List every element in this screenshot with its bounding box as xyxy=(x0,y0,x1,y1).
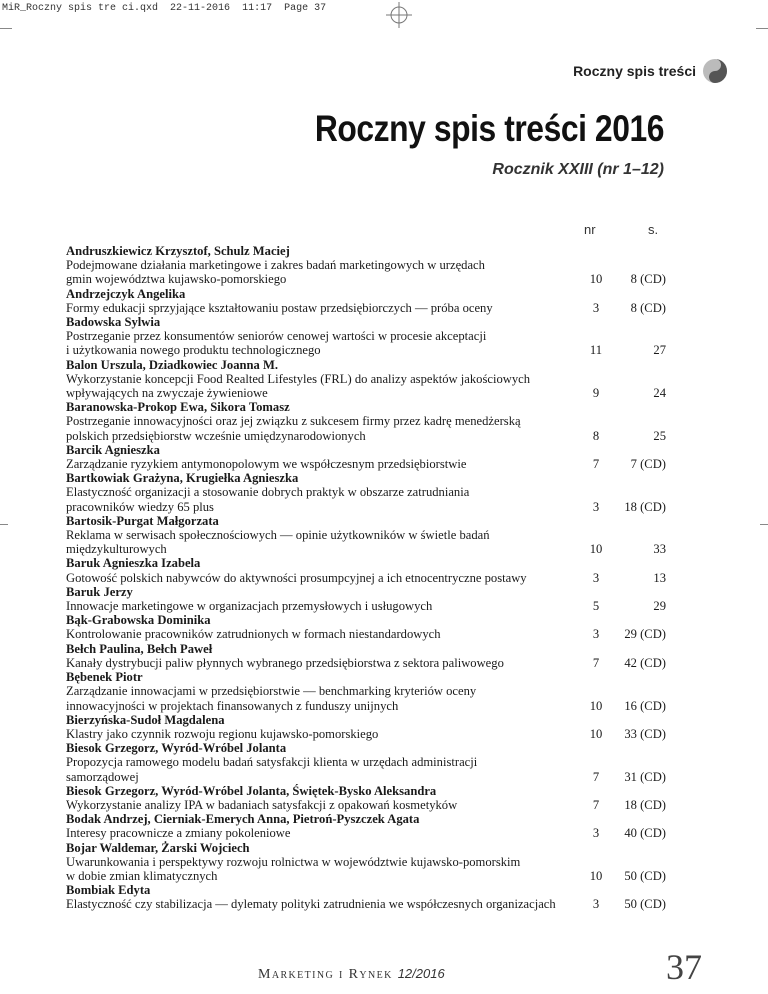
toc-article-title xyxy=(66,798,578,812)
toc-entry xyxy=(66,571,666,585)
toc-entry xyxy=(66,599,666,613)
toc-author: Bębenek Piotr xyxy=(66,670,143,685)
toc-entry xyxy=(66,727,666,741)
toc-issue-number: 3 xyxy=(592,300,600,315)
toc-author: Badowska Sylwia xyxy=(66,315,161,330)
column-header-nr: nr xyxy=(584,222,596,237)
toc-title-line: pracowników wiedzy 65 plus xyxy=(66,499,214,514)
crop-mark xyxy=(0,28,12,29)
toc-page-number: 7 (CD) xyxy=(630,457,666,472)
toc-title-line: gmin województwa kujawsko-pomorskiego xyxy=(66,272,287,287)
toc-article-title xyxy=(66,414,578,442)
toc-title-line: Kontrolowanie pracowników zatrudnionych w formach niestandardowych xyxy=(66,627,441,642)
toc-entry xyxy=(66,826,666,840)
toc-issue-number: 10 xyxy=(589,698,603,713)
toc-article-title xyxy=(66,485,578,513)
toc-article-title xyxy=(66,727,578,741)
toc-title-line: Kanały dystrybucji paliw płynnych wybranego przedsiębiorstwa z sektora paliwowego xyxy=(66,655,504,670)
toc-item xyxy=(66,315,666,358)
toc-entry xyxy=(66,855,666,883)
toc-issue-number: 3 xyxy=(592,897,600,912)
toc-entry xyxy=(66,528,666,556)
toc-title-line: Innowacje marketingowe w organizacjach przemysłowych i usługowych xyxy=(66,599,433,614)
toc-page-number: 29 xyxy=(653,599,666,614)
toc-author: Bierzyńska-Sudoł Magdalena xyxy=(66,712,225,727)
toc-author: Andrzejczyk Angelika xyxy=(66,286,186,301)
toc-entry xyxy=(66,301,666,315)
toc-issue-number: 9 xyxy=(592,386,600,401)
toc-author: Bartosik-Purgat Małgorzata xyxy=(66,513,219,528)
toc-item xyxy=(66,713,666,741)
toc-page-number: 8 (CD) xyxy=(630,272,666,287)
toc-entry xyxy=(66,627,666,641)
toc-article-title xyxy=(66,826,578,840)
toc-author: Bąk-Grabowska Dominika xyxy=(66,613,211,628)
toc-title-line: międzykulturowych xyxy=(66,542,167,557)
toc-entry xyxy=(66,372,666,400)
toc-entry xyxy=(66,258,666,286)
toc-title-line: Formy edukacji sprzyjające kształtowaniu postaw przedsiębiorczych — próba oceny xyxy=(66,300,493,315)
toc-item xyxy=(66,400,666,443)
table-of-contents xyxy=(66,244,666,912)
toc-article-title xyxy=(66,528,578,556)
crop-mark xyxy=(760,524,768,525)
toc-title-line: Elastyczność czy stabilizacja — dylematy polityki zatrudnienia we współczesnych organizacjach xyxy=(66,897,556,912)
crop-mark xyxy=(0,524,8,525)
toc-article-title xyxy=(66,627,578,641)
toc-issue-number: 7 xyxy=(592,769,600,784)
toc-page-number: 33 (CD) xyxy=(624,726,666,741)
toc-entry xyxy=(66,755,666,783)
toc-article-title xyxy=(66,571,578,585)
toc-article-title xyxy=(66,855,578,883)
toc-issue-number: 10 xyxy=(589,868,603,883)
toc-page-number: 8 (CD) xyxy=(630,300,666,315)
crop-mark xyxy=(756,28,768,29)
toc-issue-number: 10 xyxy=(589,542,603,557)
toc-title-line: samorządowej xyxy=(66,769,139,784)
toc-article-title xyxy=(66,372,578,400)
section-tag xyxy=(573,58,728,84)
yin-yang-icon xyxy=(702,58,728,84)
toc-entry xyxy=(66,457,666,471)
toc-page-number: 18 (CD) xyxy=(624,797,666,812)
slug-file: MiR_Roczny spis tre ci.qxd xyxy=(2,3,159,14)
toc-issue-number: 10 xyxy=(589,272,603,287)
toc-author: Bojar Waldemar, Żarski Wojciech xyxy=(66,840,250,855)
toc-item xyxy=(66,841,666,884)
toc-item xyxy=(66,613,666,641)
toc-author: Bodak Andrzej, Cierniak-Emerych Anna, Pietroń-Pyszczek Agata xyxy=(66,812,420,827)
toc-page-number: 18 (CD) xyxy=(624,499,666,514)
toc-title-line: Postrzeganie przez konsumentów seniorów cenowej wartości w procesie akceptacji xyxy=(66,329,487,344)
toc-article-title xyxy=(66,656,578,670)
toc-title-line: i użytkowania nowego produktu technologicznego xyxy=(66,343,321,358)
toc-title-line: Uwarunkowania i perspektywy rozwoju rolnictwa w województwie kujawsko-pomorskim xyxy=(66,854,521,869)
toc-title-line: polskich przedsiębiorstw wcześnie umiędzynarodowionych xyxy=(66,428,366,443)
toc-item xyxy=(66,883,666,911)
toc-article-title xyxy=(66,457,578,471)
toc-item xyxy=(66,642,666,670)
toc-page-number: 24 xyxy=(653,386,666,401)
page-title: Roczny spis treści 2016 xyxy=(314,108,664,149)
toc-entry xyxy=(66,414,666,442)
toc-title-line: Klastry jako czynnik rozwoju regionu kujawsko-pomorskiego xyxy=(66,726,379,741)
registration-mark-icon xyxy=(386,2,412,28)
toc-issue-number: 5 xyxy=(592,599,600,614)
toc-author: Bełch Paulina, Bełch Paweł xyxy=(66,641,213,656)
toc-article-title xyxy=(66,684,578,712)
toc-article-title xyxy=(66,258,578,286)
toc-issue-number: 7 xyxy=(592,457,600,472)
toc-article-title xyxy=(66,599,578,613)
toc-author: Andruszkiewicz Krzysztof, Schulz Maciej xyxy=(66,244,290,258)
toc-page-number: 50 (CD) xyxy=(624,897,666,912)
toc-issue-number: 3 xyxy=(592,499,600,514)
toc-author: Bombiak Edyta xyxy=(66,883,151,898)
toc-author: Baruk Jerzy xyxy=(66,584,133,599)
toc-entry xyxy=(66,897,666,911)
toc-title-line: Zarządzanie innowacjami w przedsiębiorstwie — benchmarking kryteriów oceny xyxy=(66,684,477,699)
print-slug xyxy=(2,3,326,14)
toc-author: Balon Urszula, Dziadkowiec Joanna M. xyxy=(66,357,279,372)
toc-entry xyxy=(66,329,666,357)
toc-issue-number: 8 xyxy=(592,428,600,443)
toc-page-number: 40 (CD) xyxy=(624,826,666,841)
toc-issue-number: 11 xyxy=(589,343,603,358)
toc-item xyxy=(66,514,666,557)
toc-title-line: wpływających na zwyczaje żywieniowe xyxy=(66,386,268,401)
journal-name: Marketing i Rynek xyxy=(258,967,393,982)
toc-author: Barcik Agnieszka xyxy=(66,442,160,457)
toc-page-number: 42 (CD) xyxy=(624,655,666,670)
toc-page-number: 13 xyxy=(653,570,666,585)
toc-article-title xyxy=(66,329,578,357)
toc-item xyxy=(66,670,666,713)
slug-date: 22-11-2016 xyxy=(170,3,231,14)
toc-title-line: innowacyjności w projektach finansowanych z funduszy unijnych xyxy=(66,698,399,713)
slug-time: 11:17 xyxy=(242,3,273,14)
journal-footer xyxy=(258,966,445,983)
section-tag-label: Roczny spis treści xyxy=(573,63,696,79)
toc-article-title xyxy=(66,755,578,783)
toc-title-line: Elastyczność organizacji a stosowanie dobrych praktyk w obszarze zatrudniania xyxy=(66,485,470,500)
toc-page-number: 29 (CD) xyxy=(624,627,666,642)
toc-title-line: Propozycja ramowego modelu badań satysfakcji klienta w urzędach administracji xyxy=(66,755,478,770)
toc-page-number: 25 xyxy=(653,428,666,443)
toc-issue-number: 3 xyxy=(592,627,600,642)
toc-page-number: 33 xyxy=(653,542,666,557)
toc-item xyxy=(66,812,666,840)
toc-page-number: 16 (CD) xyxy=(624,698,666,713)
toc-item xyxy=(66,287,666,315)
toc-page-number: 50 (CD) xyxy=(624,868,666,883)
toc-title-line: Podejmowane działania marketingowe i zakres badań marketingowych w urzędach xyxy=(66,258,485,273)
toc-page-number: 31 (CD) xyxy=(624,769,666,784)
toc-author: Baranowska-Prokop Ewa, Sikora Tomasz xyxy=(66,400,290,415)
toc-item xyxy=(66,358,666,401)
toc-title-line: Postrzeganie innowacyjności oraz jej związku z sukcesem firmy przez kadrę menedżerską xyxy=(66,414,521,429)
toc-author: Bartkowiak Grażyna, Krugiełka Agnieszka xyxy=(66,471,299,486)
toc-entry xyxy=(66,684,666,712)
toc-item xyxy=(66,784,666,812)
toc-item xyxy=(66,741,666,784)
slug-page: Page 37 xyxy=(284,3,327,14)
toc-issue-number: 7 xyxy=(592,655,600,670)
toc-title-line: Zarządzanie ryzykiem antymonopolowym we współczesnym przedsiębiorstwie xyxy=(66,457,467,472)
toc-title-line: Wykorzystanie analizy IPA w badaniach satysfakcji z opakowań kosmetyków xyxy=(66,797,458,812)
toc-item xyxy=(66,443,666,471)
toc-title-line: Reklama w serwisach społecznościowych — opinie użytkowników w świetle badań xyxy=(66,528,490,543)
toc-title-line: Interesy pracownicze a zmiany pokoleniowe xyxy=(66,826,291,841)
page-subtitle: Rocznik XXIII (nr 1–12) xyxy=(492,161,664,178)
toc-item xyxy=(66,244,666,287)
toc-entry xyxy=(66,656,666,670)
column-header-page: s. xyxy=(648,222,659,237)
toc-entry xyxy=(66,798,666,812)
toc-article-title xyxy=(66,897,578,911)
toc-item xyxy=(66,585,666,613)
toc-author: Biesok Grzegorz, Wyród-Wróbel Jolanta, Świętek-Bysko Aleksandra xyxy=(66,783,437,798)
toc-article-title xyxy=(66,301,578,315)
toc-title-line: w dobie zmian klimatycznych xyxy=(66,868,218,883)
toc-item xyxy=(66,471,666,514)
toc-entry xyxy=(66,485,666,513)
toc-page-number: 27 xyxy=(653,343,666,358)
toc-issue-number: 10 xyxy=(589,726,603,741)
toc-item xyxy=(66,556,666,584)
toc-title-line: Wykorzystanie koncepcji Food Realted Lifestyles (FRL) do analizy aspektów jakościowych xyxy=(66,371,531,386)
toc-title-line: Gotowość polskich nabywców do aktywności prosumpcyjnej a ich etnocentryczne postawy xyxy=(66,570,527,585)
toc-issue-number: 7 xyxy=(592,797,600,812)
page-number: 37 xyxy=(666,947,702,987)
journal-issue: 12/2016 xyxy=(397,966,445,981)
toc-author: Biesok Grzegorz, Wyród-Wróbel Jolanta xyxy=(66,741,287,756)
toc-issue-number: 3 xyxy=(592,570,600,585)
toc-issue-number: 3 xyxy=(592,826,600,841)
toc-author: Baruk Agnieszka Izabela xyxy=(66,556,201,571)
